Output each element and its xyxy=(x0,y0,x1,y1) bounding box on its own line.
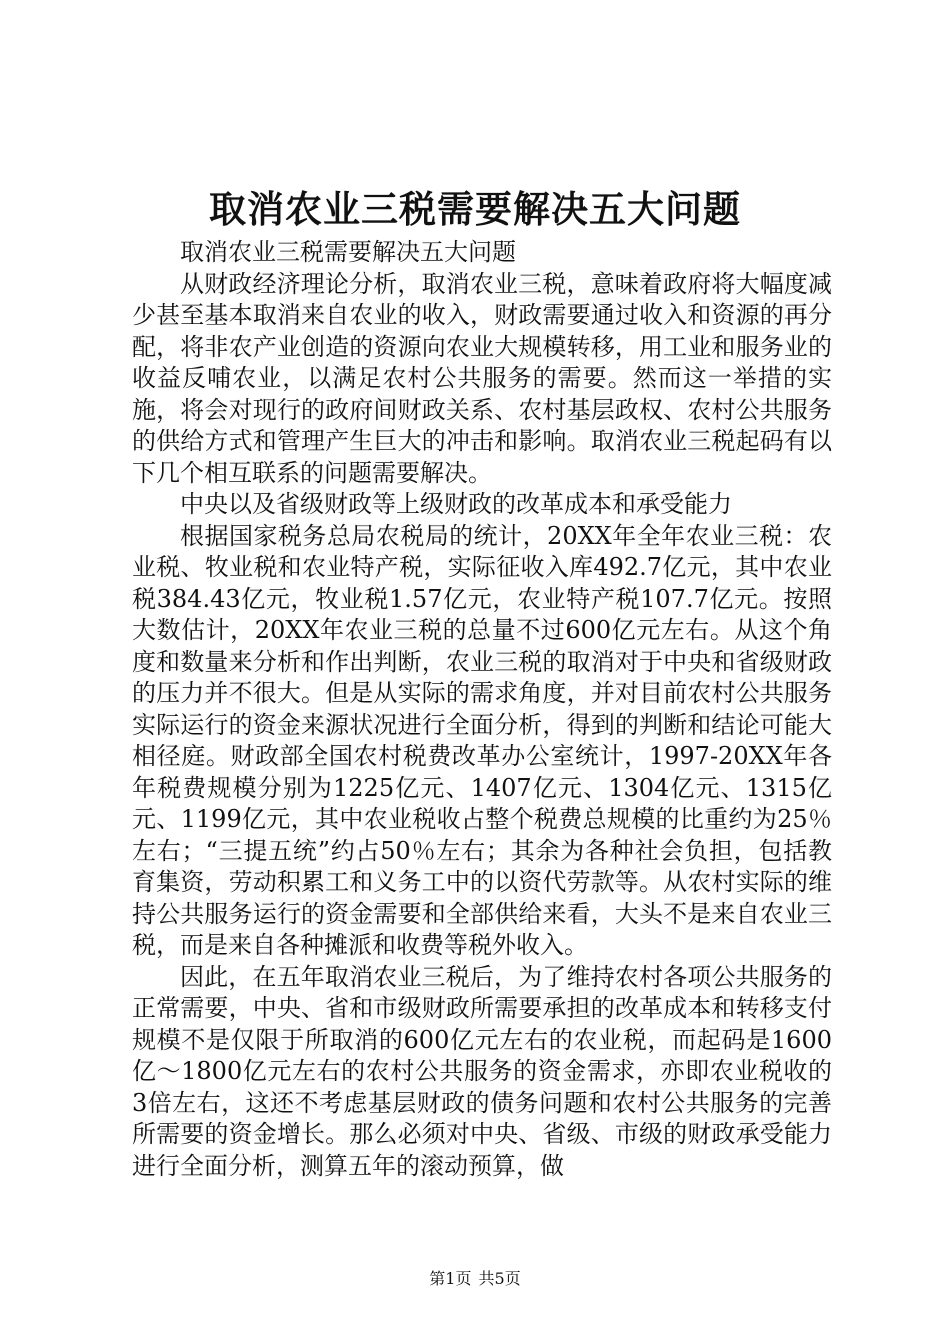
section-heading: 中央以及省级财政等上级财政的改革成本和承受能力 xyxy=(180,490,732,518)
page-number: 第1页 xyxy=(429,1269,472,1288)
paragraph-conclusion: 因此，在五年取消农业三税后，为了维持农村各项公共服务的正常需要，中央、省和市级财政所需要承担的改革成本和转移支付规模不是仅限于所取消的600亿元左右的农业税，而起码是1600亿～1800亿元左右的农村公共服务的资金需求，亦即农业税收的3倍左右，这还不考虑基层财政的债务问题和农村公共服务的完善所需要的资金增长。那么必须对中央、省级、市级的财政承受能力进行全面分析，测算五年的滚动预算，做 xyxy=(132,962,832,1180)
page-total: 共5页 xyxy=(478,1269,521,1288)
paragraph-statistics: 根据国家税务总局农税局的统计，20XX年全年农业三税：农业税、牧业税和农业特产税，实际征收入库492.7亿元，其中农业税384.43亿元，牧业税1.57亿元，农业特产税107.7亿元。按照大数估计，20XX年农业三税的总量不过600亿元左右。从这个角度和数量来分析和作出判断，农业三税的取消对于中央和省级财政的压力并不很大。但是从实际的需求角度，并对目前农村公共服务实际运行的资金来源状况进行全面分析，得到的判断和结论可能大相径庭。财政部全国农村税费改革办公室统计，1997-20XX年各年税费规模分别为1225亿元、1407亿元、1304亿元、1315亿元、1199亿元，其中农业税收占整个税费总规模的比重约为25％左右；“三提五统”约占50％左右；其余为各种社会负担，包括教育集资，劳动积累工和义务工中的以资代劳款等。从农村实际的维持公共服务运行的资金需要和全部供给来看，大头不是来自农业三税，而是来自各种摊派和收费等税外收入。 xyxy=(132,521,832,959)
paragraph-intro: 从财政经济理论分析，取消农业三税，意味着政府将大幅度减少甚至基本取消来自农业的收入，财政需要通过收入和资源的再分配，将非农产业创造的资源向农业大规模转移，用工业和服务业的收益反哺农业，以满足农村公共服务的需要。然而这一举措的实施，将会对现行的政府间财政关系、农村基层政权、农村公共服务的供给方式和管理产生巨大的冲击和影响。取消农业三税起码有以下几个相互联系的问题需要解决。 xyxy=(132,269,832,487)
page-footer xyxy=(0,1268,950,1290)
document-body xyxy=(132,237,832,1182)
paragraph-subtitle: 取消农业三税需要解决五大问题 xyxy=(180,238,516,266)
document-title: 取消农业三税需要解决五大问题 xyxy=(209,187,741,231)
